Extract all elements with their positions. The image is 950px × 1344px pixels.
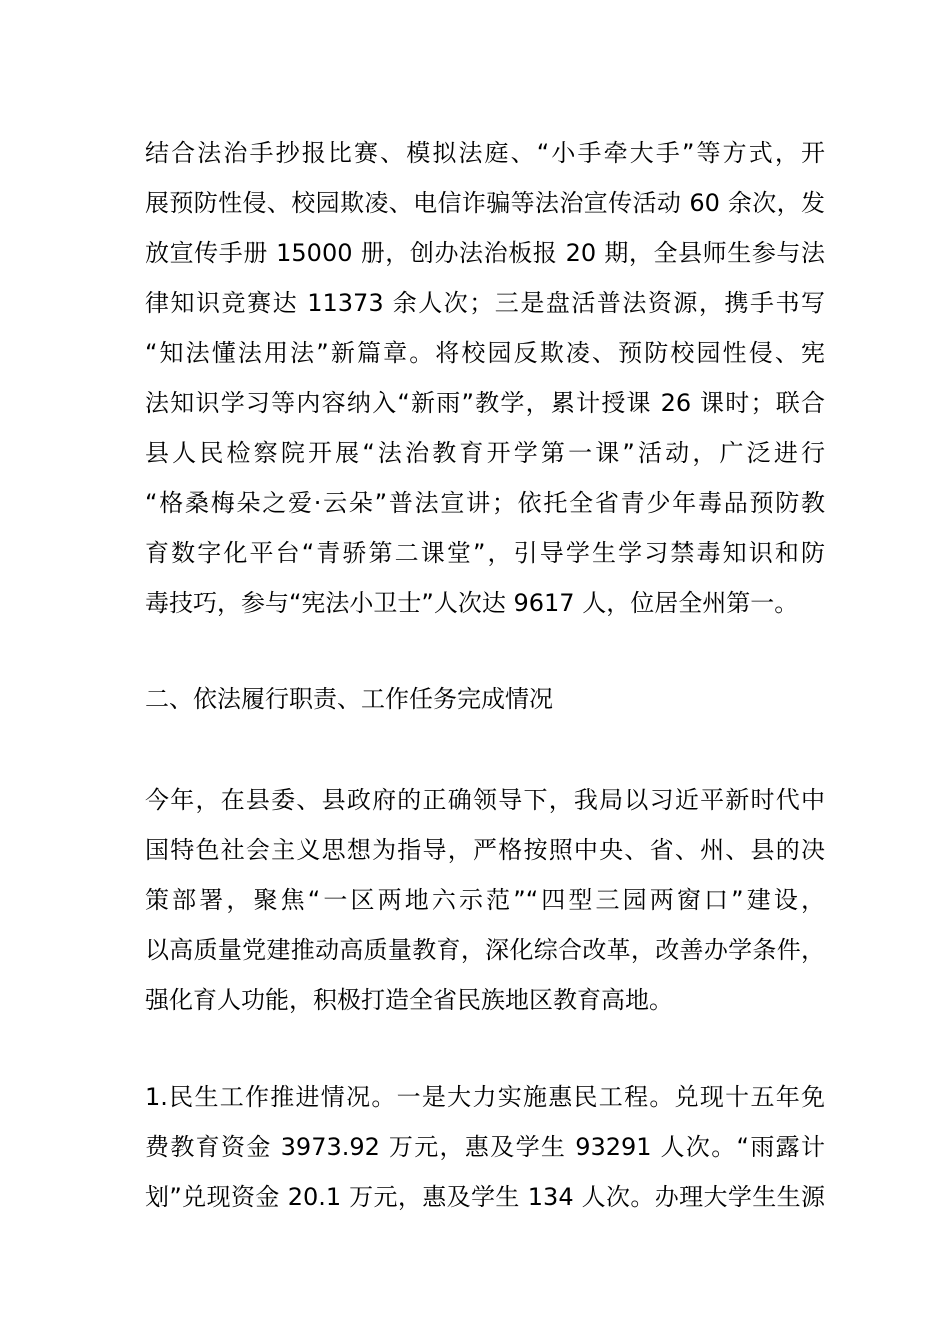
- paragraph-line: 以高质量党建推动高质量教育，深化综合改革，改善办学条件，: [145, 936, 825, 964]
- paragraph-line: 法知识学习等内容纳入“新雨”教学，累计授课 26 课时；联合: [145, 389, 825, 417]
- paragraph-line: 展预防性侵、校园欺凌、电信诈骗等法治宣传活动 60 余次，发: [145, 189, 825, 217]
- paragraph-line: 毒技巧，参与“宪法小卫士”人次达 9617 人，位居全州第一。: [145, 589, 799, 617]
- paragraph-livelihood: [145, 1072, 825, 1222]
- paragraph-line: 费教育资金 3973.92 万元，惠及学生 93291 人次。“雨露计: [145, 1133, 825, 1161]
- section-heading: [145, 674, 825, 724]
- paragraph-line: “知法懂法用法”新篇章。将校园反欺凌、预防校园性侵、宪: [145, 339, 825, 367]
- paragraph-line: 强化育人功能，积极打造全省民族地区教育高地。: [145, 986, 673, 1014]
- paragraph-legal-education: [145, 128, 825, 628]
- paragraph-line: 1.民生工作推进情况。一是大力实施惠民工程。兑现十五年免: [145, 1083, 825, 1111]
- paragraph-line: 县人民检察院开展“法治教育开学第一课”活动，广泛进行: [145, 439, 825, 467]
- section-heading-text: 二、依法履行职责、工作任务完成情况: [145, 685, 553, 713]
- paragraph-overview: [145, 775, 825, 1025]
- paragraph-line: 策部署，聚焦“一区两地六示范”“四型三园两窗口”建设，: [145, 886, 825, 914]
- paragraph-line: 律知识竞赛达 11373 余人次；三是盘活普法资源，携手书写: [145, 289, 825, 317]
- paragraph-line: “格桑梅朵之爱·云朵”普法宣讲；依托全省青少年毒品预防教: [145, 489, 825, 517]
- paragraph-line: 放宣传手册 15000 册，创办法治板报 20 期，全县师生参与法: [145, 239, 825, 267]
- paragraph-line: 国特色社会主义思想为指导，严格按照中央、省、州、县的决: [145, 836, 825, 864]
- paragraph-line: 今年，在县委、县政府的正确领导下，我局以习近平新时代中: [145, 786, 825, 814]
- paragraph-line: 划”兑现资金 20.1 万元，惠及学生 134 人次。办理大学生生源: [145, 1183, 825, 1211]
- paragraph-line: 育数字化平台“青骄第二课堂”，引导学生学习禁毒知识和防: [145, 539, 825, 567]
- paragraph-line: 结合法治手抄报比赛、模拟法庭、“小手牵大手”等方式，开: [145, 139, 825, 167]
